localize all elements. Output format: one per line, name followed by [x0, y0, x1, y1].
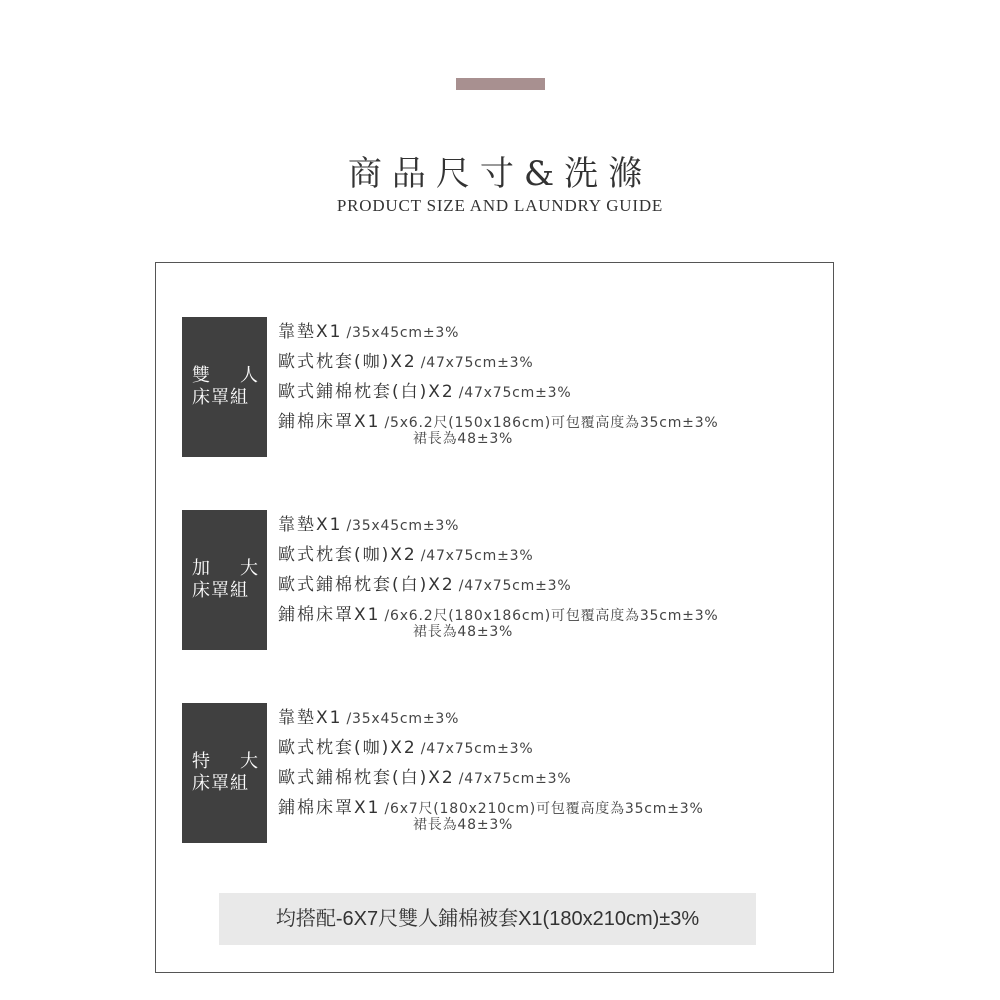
- size-label-box: [182, 703, 267, 843]
- item-spec: /35x45cm±3%: [346, 711, 460, 727]
- size-label-box: [182, 317, 267, 457]
- item-name: 鋪棉床罩X1: [278, 412, 381, 432]
- item-name: 歐式枕套(咖)X2: [278, 352, 417, 372]
- item-name: 歐式鋪棉枕套(白)X2: [278, 768, 455, 788]
- list-item: [278, 381, 818, 411]
- item-list: [278, 321, 818, 448]
- item-spec: /6x6.2尺(180x186cm)可包覆高度為35cm±3%: [384, 608, 719, 624]
- item-name: 歐式鋪棉枕套(白)X2: [278, 575, 455, 595]
- item-name: 靠墊X1: [278, 515, 343, 535]
- size-block-king: [182, 703, 822, 843]
- list-item: [278, 321, 818, 351]
- list-item: [278, 737, 818, 767]
- accent-bar: [456, 78, 545, 90]
- item-name: 歐式枕套(咖)X2: [278, 738, 417, 758]
- item-name: 歐式枕套(咖)X2: [278, 545, 417, 565]
- size-label-char: 大: [240, 558, 258, 579]
- size-label-set: 床罩組: [192, 773, 249, 794]
- skirt-length: 裙長為48±3%: [413, 624, 514, 640]
- item-name: 歐式鋪棉枕套(白)X2: [278, 382, 455, 402]
- skirt-length: 裙長為48±3%: [413, 431, 514, 447]
- size-label-char: 雙: [192, 365, 210, 386]
- size-label-set: 床罩組: [192, 387, 249, 408]
- item-spec: /47x75cm±3%: [420, 741, 534, 757]
- item-name: 靠墊X1: [278, 708, 343, 728]
- item-spec: /6x7尺(180x210cm)可包覆高度為35cm±3%: [384, 801, 704, 817]
- item-spec: /47x75cm±3%: [458, 578, 572, 594]
- page-subtitle: PRODUCT SIZE AND LAUNDRY GUIDE: [336, 196, 664, 215]
- item-spec: /47x75cm±3%: [458, 771, 572, 787]
- item-spec: /5x6.2尺(150x186cm)可包覆高度為35cm±3%: [384, 415, 719, 431]
- size-label-char: 人: [240, 365, 258, 386]
- size-label-char: 加: [192, 558, 210, 579]
- item-list: [278, 514, 818, 641]
- size-block-double: [182, 317, 822, 457]
- item-spec: /35x45cm±3%: [346, 518, 460, 534]
- list-item: [278, 514, 818, 544]
- size-label-char: 大: [240, 751, 258, 772]
- item-spec: /47x75cm±3%: [420, 548, 534, 564]
- list-item: [278, 544, 818, 574]
- list-item: [278, 574, 818, 604]
- size-label-set: 床罩組: [192, 580, 249, 601]
- item-name: 鋪棉床罩X1: [278, 798, 381, 818]
- size-label-box: [182, 510, 267, 650]
- item-spec: /35x45cm±3%: [346, 325, 460, 341]
- list-item: [278, 767, 818, 797]
- list-item: [278, 707, 818, 737]
- list-item: [278, 351, 818, 381]
- item-spec: /47x75cm±3%: [420, 355, 534, 371]
- size-label-char: 特: [192, 751, 210, 772]
- item-list: [278, 707, 818, 834]
- duvet-note: 均搭配-6X7尺雙人鋪棉被套X1(180x210cm)±3%: [219, 893, 756, 945]
- skirt-length: 裙長為48±3%: [413, 817, 514, 833]
- item-spec: /47x75cm±3%: [458, 385, 572, 401]
- size-block-queen: [182, 510, 822, 650]
- item-name: 鋪棉床罩X1: [278, 605, 381, 625]
- page-title: 商品尺寸&洗滌: [347, 154, 653, 194]
- item-name: 靠墊X1: [278, 322, 343, 342]
